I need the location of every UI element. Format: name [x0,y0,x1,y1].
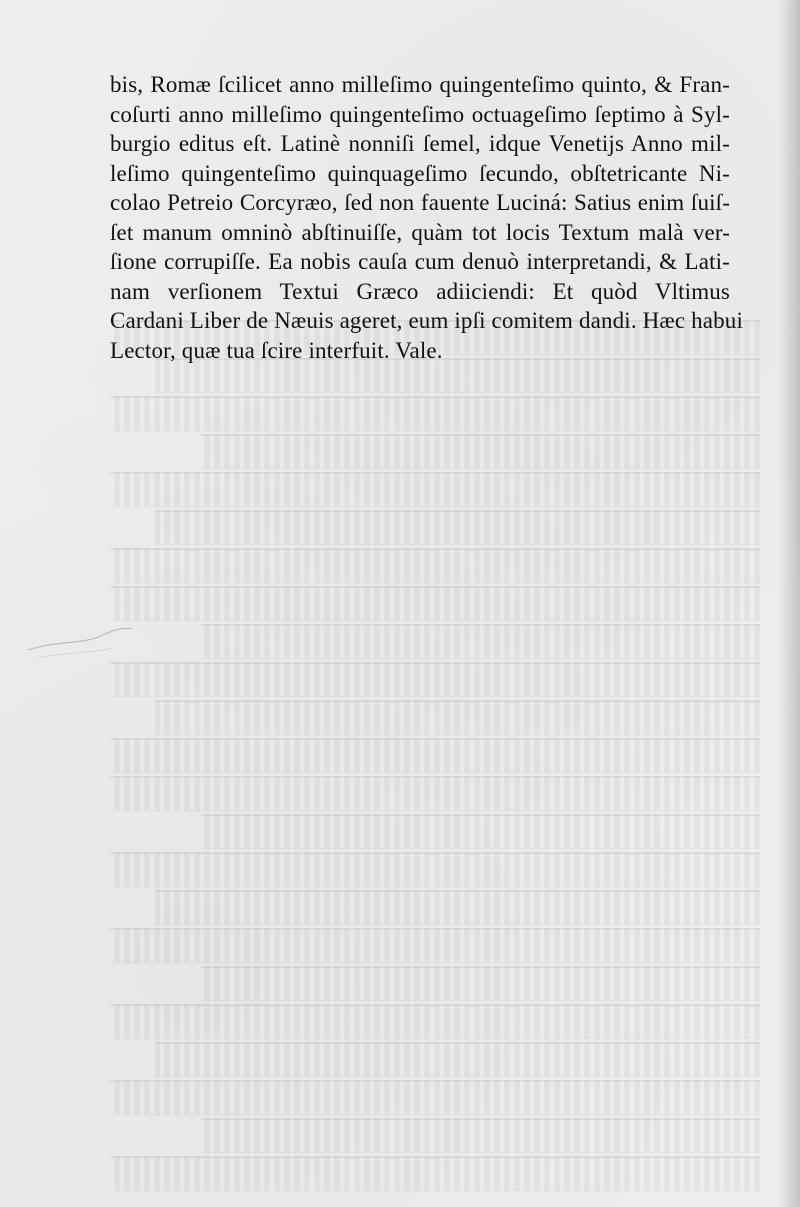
text-line-1: bis, Romæ ſcilicet anno milleſimo quingenteſimo quinto, & Fran- [110,72,730,97]
bleed-through-text [110,320,760,1140]
text-line-8: nam verſionem Textui Græco adiiciendi: Et quòd Vltimus [110,278,730,304]
pencil-mark-icon [18,610,138,670]
text-line-6: ſet manum omninò abſtinuiſſe, quàm tot locis Textum malà ver- [110,219,730,245]
main-text-block [110,70,743,365]
page-edge-shadow [778,0,800,1207]
text-line-5: colao Petreio Corcyræo, ſed non fauente Luciná: Satius enim ſuiſ- [110,190,730,215]
text-line-3: burgio editus eſt. Latinè nonniſi ſemel, idque Venetijs Anno mil- [110,131,730,156]
text-line-10: Lector, quæ tua ſcire interfuit. Vale. [110,337,443,363]
text-line-7: ſione corrupiſſe. Ea nobis cauſa cum denuò interpretandi, & Lati- [110,249,730,274]
text-line-4: leſimo quingenteſimo quinquageſimo ſecundo, obſtetricante Ni- [110,160,730,186]
text-line-2: coſurti anno milleſimo quingenteſimo octuageſimo ſeptimo à Syl- [110,101,730,127]
text-line-9: Cardani Liber de Næuis ageret, eum ipſi comitem dandi. Hæc habui [110,308,743,333]
